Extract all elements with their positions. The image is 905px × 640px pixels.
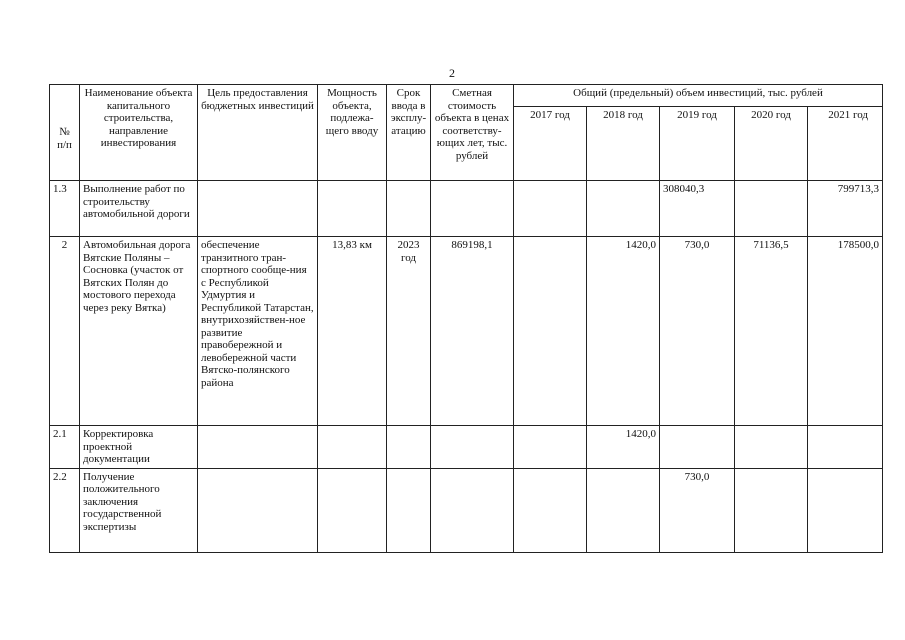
col-header-no: № п/п [50, 85, 80, 181]
page-number: 2 [449, 66, 455, 80]
row-year-value [514, 237, 587, 426]
col-header-year: 2017 год [514, 107, 587, 181]
col-header-total: Общий (предельный) объем инвестиций, тыс. рублей [514, 85, 883, 107]
col-header-capacity: Мощность объекта, подлежа-щего вводу [318, 85, 387, 181]
header-row [50, 85, 883, 107]
row-year-value: 730,0 [660, 468, 735, 552]
table-row [50, 237, 883, 426]
col-header-year: 2018 год [587, 107, 660, 181]
row-year-value: 799713,3 [808, 181, 883, 237]
table-row [50, 181, 883, 237]
row-goal [198, 181, 318, 237]
row-term [387, 426, 431, 469]
row-year-value [514, 426, 587, 469]
col-header-name: Наименование объекта капитального строительства, направление инвестирования [80, 85, 198, 181]
investment-table [49, 84, 883, 553]
row-year-value [514, 181, 587, 237]
row-year-value [587, 468, 660, 552]
col-header-year: 2021 год [808, 107, 883, 181]
table-row [50, 426, 883, 469]
row-name: Корректировка проектной документации [80, 426, 198, 469]
row-capacity [318, 468, 387, 552]
row-cost [431, 181, 514, 237]
table-row [50, 468, 883, 552]
row-term [387, 468, 431, 552]
row-no: 2 [50, 237, 80, 426]
row-goal [198, 468, 318, 552]
row-capacity [318, 426, 387, 469]
row-goal [198, 426, 318, 469]
row-year-value: 1420,0 [587, 426, 660, 469]
row-cost [431, 426, 514, 469]
row-name: Получение положительного заключения государственной экспертизы [80, 468, 198, 552]
row-year-value [514, 468, 587, 552]
row-year-value [660, 426, 735, 469]
row-no: 1.3 [50, 181, 80, 237]
row-term: 2023 год [387, 237, 431, 426]
row-year-value [808, 426, 883, 469]
row-year-value: 178500,0 [808, 237, 883, 426]
row-goal: обеспечение транзитного тран-спортного сообще-ния с Республикой Удмуртия и Республикой Татарстан, внутрихозяйствен-ное развитие правобережной и левобережной части Вятско-полянского района [198, 237, 318, 426]
row-year-value [735, 426, 808, 469]
row-cost: 869198,1 [431, 237, 514, 426]
row-term [387, 181, 431, 237]
col-header-term: Срок ввода в эксплу-атацию [387, 85, 431, 181]
row-no: 2.1 [50, 426, 80, 469]
row-cost [431, 468, 514, 552]
row-year-value: 71136,5 [735, 237, 808, 426]
col-header-goal: Цель предоставления бюджетных инвестиций [198, 85, 318, 181]
row-year-value: 1420,0 [587, 237, 660, 426]
row-no: 2.2 [50, 468, 80, 552]
col-header-cost: Сметная стоимость объекта в ценах соответству-ющих лет, тыс. рублей [431, 85, 514, 181]
col-header-year: 2020 год [735, 107, 808, 181]
col-header-year: 2019 год [660, 107, 735, 181]
row-year-value [808, 468, 883, 552]
row-year-value [735, 181, 808, 237]
row-year-value [735, 468, 808, 552]
row-capacity: 13,83 км [318, 237, 387, 426]
row-year-value: 308040,3 [660, 181, 735, 237]
row-year-value [587, 181, 660, 237]
row-capacity [318, 181, 387, 237]
row-year-value: 730,0 [660, 237, 735, 426]
row-name: Автомобильная дорога Вятские Поляны – Сосновка (участок от Вятских Полян до мостового перехода через реку Вятка) [80, 237, 198, 426]
row-name: Выполнение работ по строительству автомобильной дороги [80, 181, 198, 237]
